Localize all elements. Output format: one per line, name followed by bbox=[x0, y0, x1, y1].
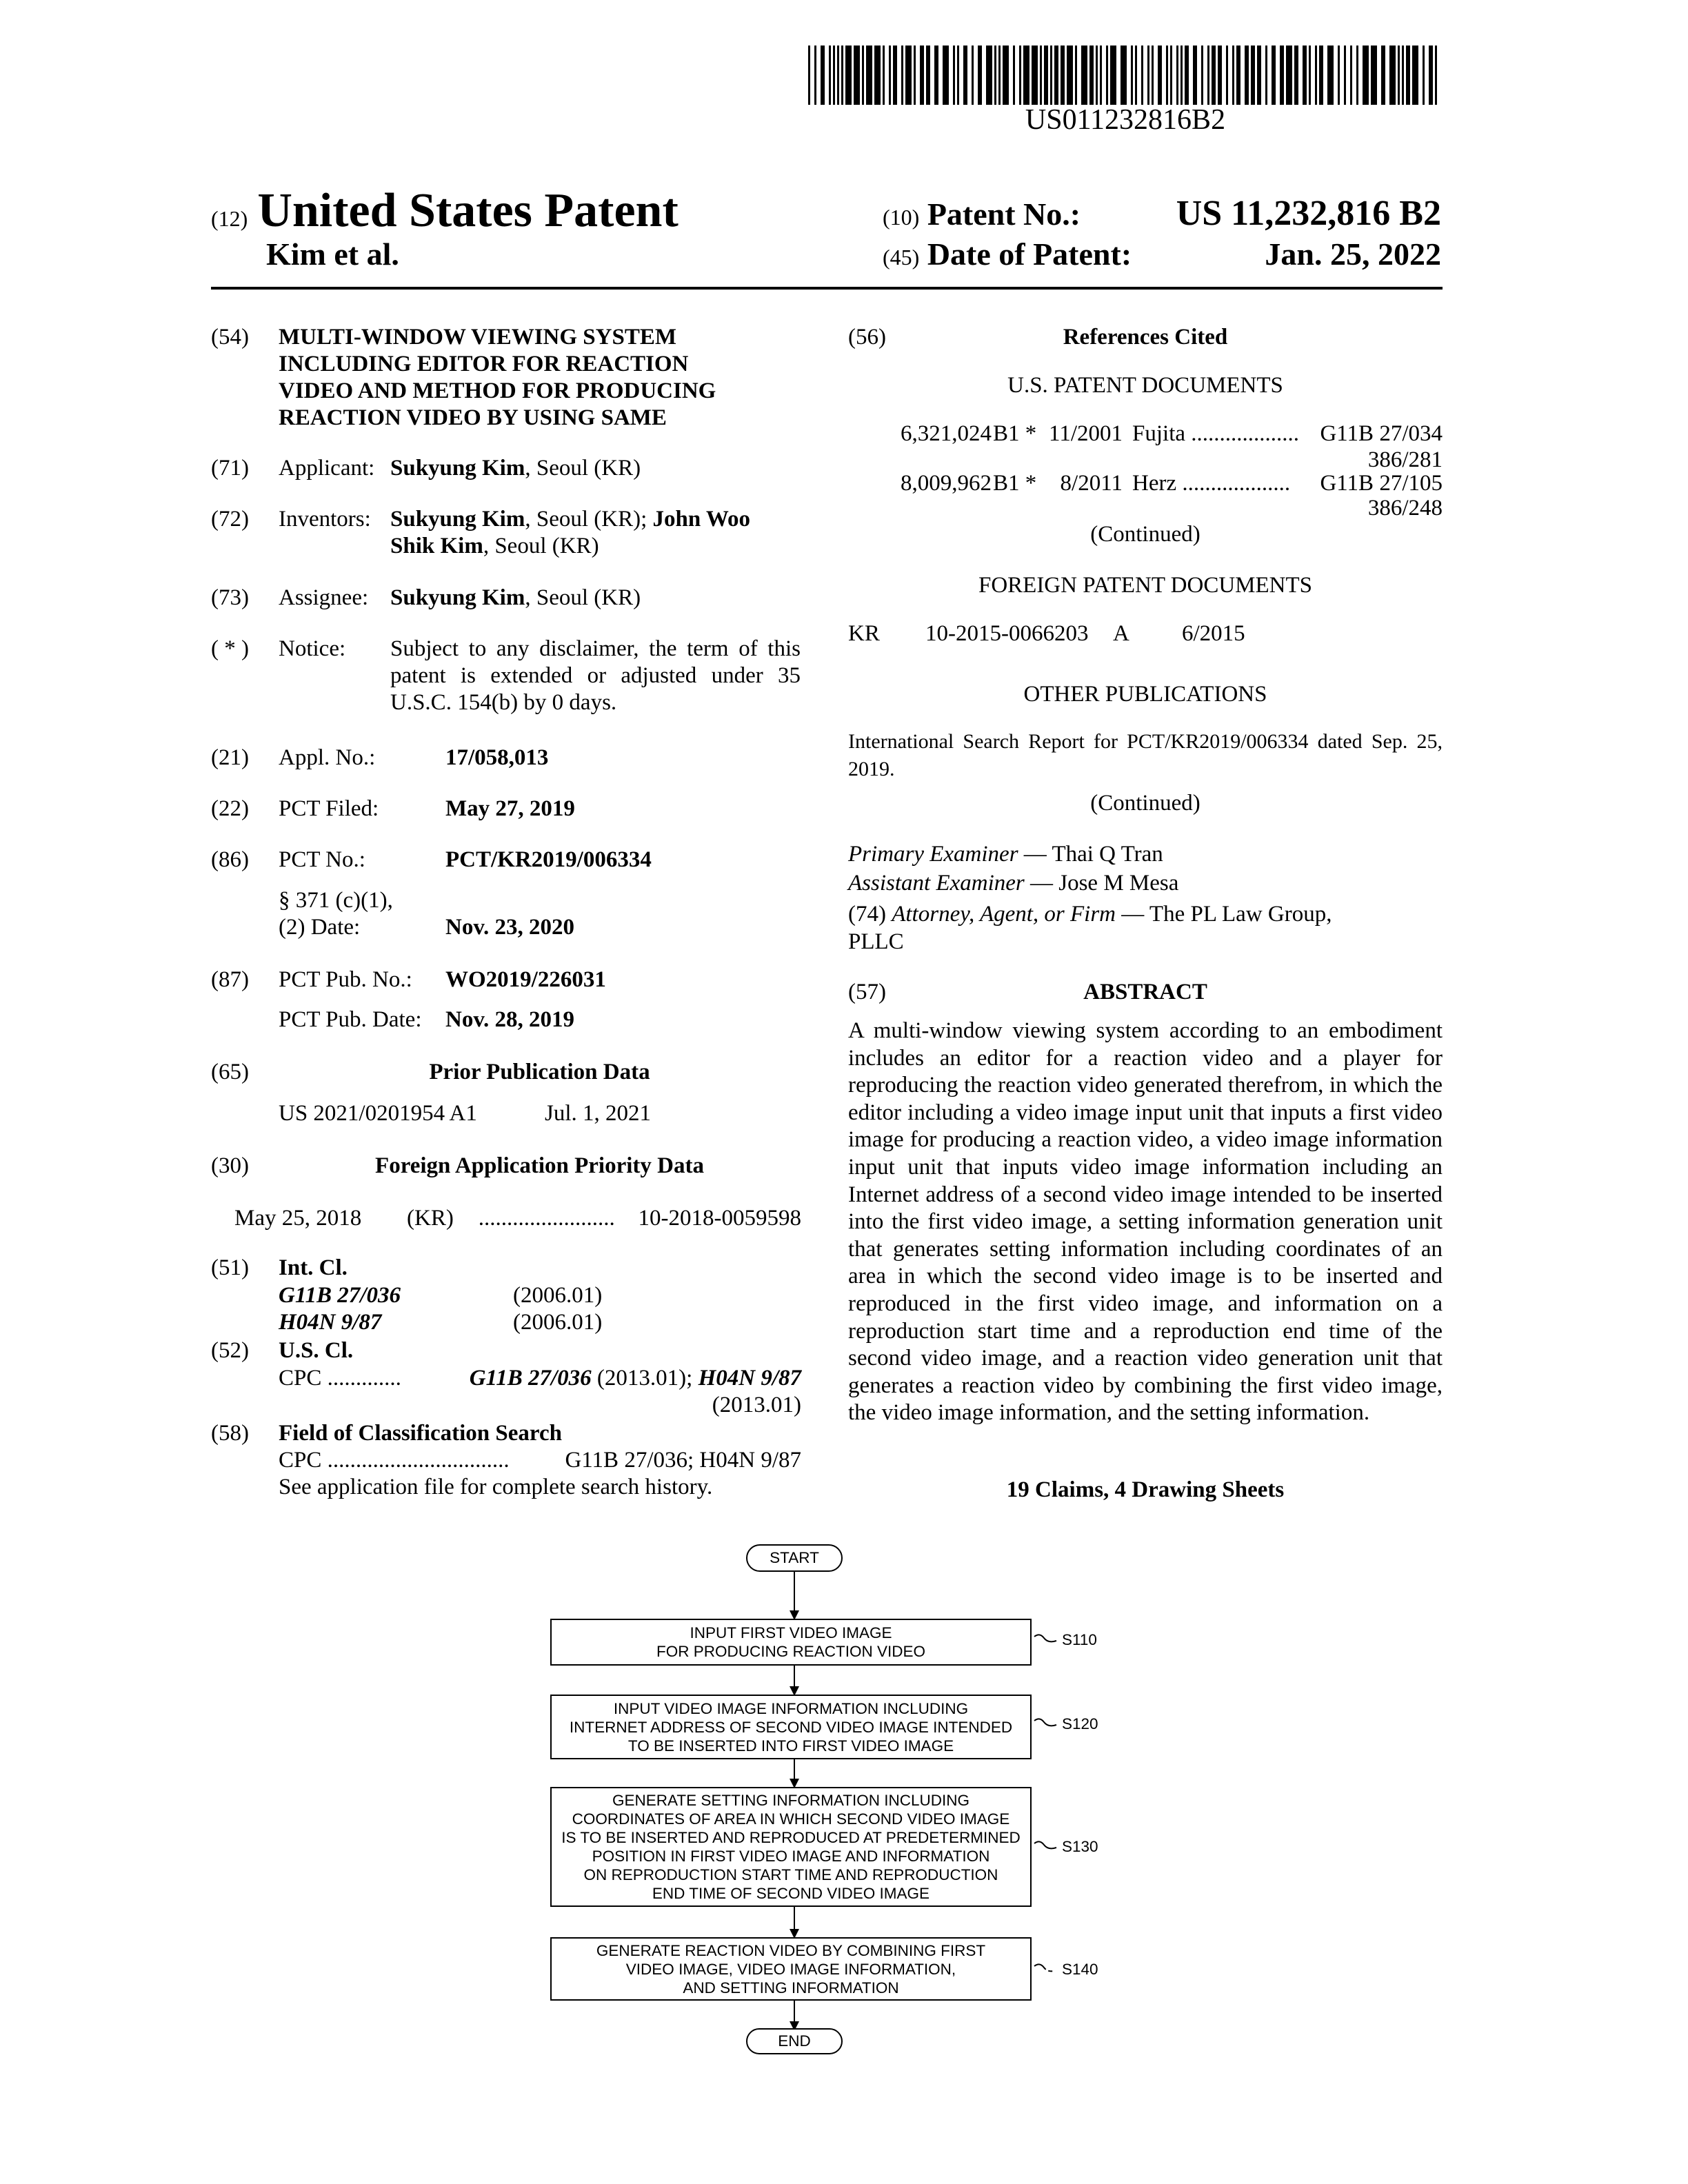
document-title bbox=[211, 183, 679, 239]
ref-inventor: Herz bbox=[1132, 471, 1177, 496]
date-code: (45) bbox=[883, 245, 920, 270]
foreign-date: 6/2015 bbox=[1182, 621, 1245, 646]
field-code: (73) bbox=[211, 585, 249, 610]
barcode-bar bbox=[1032, 46, 1038, 105]
barcode-bar bbox=[1389, 46, 1396, 105]
barcode bbox=[808, 46, 1443, 105]
flow-arrow bbox=[794, 1572, 795, 1619]
field-search-row bbox=[279, 1447, 801, 1474]
prior-pub-number: US 2021/0201954 A1 bbox=[279, 1101, 477, 1126]
attorney-name: — The PL Law Group, bbox=[1116, 902, 1332, 927]
int-cl-heading: Int. Cl. bbox=[279, 1255, 348, 1280]
barcode-bar bbox=[866, 46, 872, 105]
notice-line: patent is extended or adjusted under 35 bbox=[390, 663, 801, 688]
ref-name bbox=[1132, 470, 1320, 497]
barcode-bar bbox=[1251, 46, 1255, 105]
ref-dots: ................... bbox=[1191, 421, 1300, 446]
other-publication: International Search Report for PCT/KR2019/006334 dated Sep. 25, 2019. bbox=[848, 730, 1443, 780]
leader-line-icon bbox=[1033, 1632, 1061, 1646]
barcode-bar bbox=[1286, 46, 1292, 105]
barcode-bar bbox=[883, 46, 885, 105]
field-code: (71) bbox=[211, 456, 249, 481]
priority-country: (KR) bbox=[407, 1206, 454, 1231]
continued-note: (Continued) bbox=[1090, 522, 1200, 547]
barcode-bar bbox=[1067, 46, 1073, 105]
date-label: Date of Patent: bbox=[927, 236, 1132, 272]
claims-summary: 19 Claims, 4 Drawing Sheets bbox=[1006, 1477, 1285, 1502]
barcode-bar bbox=[1135, 46, 1137, 105]
ref-inventor: Fujita bbox=[1132, 421, 1186, 446]
inventor-name: Sukyung Kim bbox=[390, 507, 525, 532]
prior-pub-heading: Prior Publication Data bbox=[429, 1060, 650, 1084]
field-code: (22) bbox=[211, 796, 249, 821]
ref-date: 8/2011 bbox=[1060, 471, 1123, 496]
barcode-bar bbox=[1429, 46, 1433, 105]
assignee-name: Sukyung Kim bbox=[390, 585, 525, 610]
header-inventors: Kim et al. bbox=[266, 236, 399, 272]
us-patents-heading: U.S. PATENT DOCUMENTS bbox=[1007, 373, 1283, 398]
barcode-bar bbox=[1423, 46, 1425, 105]
applicant-label: Applicant: bbox=[279, 456, 375, 481]
barcode-bar bbox=[841, 46, 843, 105]
field-code: (65) bbox=[211, 1060, 249, 1084]
foreign-patents-heading: FOREIGN PATENT DOCUMENTS bbox=[978, 573, 1313, 598]
assignee-label: Assignee: bbox=[279, 585, 369, 610]
barcode-bar bbox=[1061, 46, 1065, 105]
int-cl-class: H04N 9/87 bbox=[279, 1310, 382, 1335]
barcode-bar bbox=[1141, 46, 1143, 105]
barcode-number: US011232816B2 bbox=[1025, 104, 1226, 136]
barcode-bar bbox=[986, 46, 992, 105]
step-label: S110 bbox=[1062, 1631, 1097, 1648]
int-cl-version: (2006.01) bbox=[513, 1310, 603, 1335]
ref-subclass: 386/281 bbox=[1367, 447, 1443, 472]
barcode-bar bbox=[905, 46, 912, 105]
primary-examiner-name: — Thai Q Tran bbox=[1018, 842, 1163, 867]
barcode-bar bbox=[1013, 46, 1015, 105]
barcode-bar bbox=[1170, 46, 1172, 105]
barcode-bar bbox=[1096, 46, 1098, 105]
header-divider bbox=[211, 287, 1443, 290]
barcode-bar bbox=[1232, 46, 1234, 105]
ref-subclass: 386/248 bbox=[1367, 496, 1443, 520]
attorney-label: Attorney, Agent, or Firm bbox=[892, 902, 1116, 927]
field-code: (54) bbox=[211, 325, 249, 350]
barcode-bar bbox=[1054, 46, 1058, 105]
barcode-bar bbox=[920, 46, 924, 105]
inventors-value bbox=[390, 506, 750, 533]
continued-note: (Continued) bbox=[1090, 791, 1200, 816]
ref-class: G11B 27/034 bbox=[1320, 421, 1443, 446]
flow-arrow bbox=[794, 1666, 795, 1695]
barcode-bar bbox=[1201, 46, 1203, 105]
foreign-country: KR bbox=[848, 621, 880, 646]
cpc-dots: ................................ bbox=[327, 1448, 510, 1473]
assistant-examiner-name: — Jose M Mesa bbox=[1024, 871, 1179, 896]
patent-date-row bbox=[883, 236, 1441, 272]
barcode-bar bbox=[1265, 46, 1267, 105]
barcode-bar bbox=[893, 46, 897, 105]
barcode-bar bbox=[1257, 46, 1261, 105]
barcode-bar bbox=[1131, 46, 1133, 105]
barcode-bar bbox=[998, 46, 1001, 105]
field-code: ( * ) bbox=[211, 636, 249, 661]
barcode-bar bbox=[1081, 46, 1087, 105]
us-cl-version: (2013.01) bbox=[712, 1393, 801, 1417]
flowchart-start: START bbox=[746, 1544, 843, 1572]
barcode-bar bbox=[874, 46, 881, 105]
inventor-name: Shik Kim bbox=[390, 534, 483, 558]
reference-row bbox=[901, 421, 1443, 447]
field-search-heading: Field of Classification Search bbox=[279, 1421, 562, 1446]
field-code: (57) bbox=[848, 980, 886, 1004]
barcode-bar bbox=[914, 46, 916, 105]
barcode-bar bbox=[994, 46, 996, 105]
field-code: (21) bbox=[211, 745, 249, 770]
field-code: (86) bbox=[211, 847, 249, 872]
inventors-value-cont bbox=[390, 533, 599, 560]
barcode-bar bbox=[1327, 46, 1334, 105]
int-cl-class: G11B 27/036 bbox=[279, 1283, 401, 1308]
us-cl-heading: U.S. Cl. bbox=[279, 1338, 354, 1363]
barcode-bar bbox=[889, 46, 891, 105]
barcode-bar bbox=[1280, 46, 1284, 105]
barcode-bar bbox=[808, 46, 810, 105]
leader-line-icon bbox=[1033, 1962, 1061, 1976]
applicant-name: Sukyung Kim bbox=[390, 456, 525, 481]
patent-number-row bbox=[883, 193, 1441, 234]
flowchart-step: GENERATE SETTING INFORMATION INCLUDING COORDINATES OF AREA IN WHICH SECOND VIDEO IMAGE IS TO BE INSERTED AND REPRODUCED AT PREDETERMINED POSITION IN FIRST VIDEO IMAGE AND INFORMATION ON REPRODUCTION START TIME AND REPRODUCTION END TIME OF SECOND VIDEO IMAGE bbox=[550, 1787, 1032, 1907]
assistant-examiner bbox=[848, 870, 1178, 897]
title-line: VIDEO AND METHOD FOR PRODUCING bbox=[279, 378, 716, 403]
barcode-bar bbox=[978, 46, 982, 105]
cpc-label: CPC bbox=[279, 1448, 322, 1473]
barcode-bar bbox=[814, 46, 816, 105]
barcode-bar bbox=[1363, 46, 1369, 105]
barcode-bar bbox=[1309, 46, 1311, 105]
barcode-bar bbox=[1023, 46, 1029, 105]
barcode-bar bbox=[1236, 46, 1240, 105]
foreign-number: 10-2015-0066203 bbox=[925, 621, 1089, 646]
barcode-bar bbox=[1207, 46, 1209, 105]
barcode-bar bbox=[1315, 46, 1317, 105]
title-line: MULTI-WINDOW VIEWING SYSTEM bbox=[279, 325, 677, 350]
field-code: (52) bbox=[211, 1338, 249, 1363]
flowchart-step: INPUT VIDEO IMAGE INFORMATION INCLUDING INTERNET ADDRESS OF SECOND VIDEO IMAGE INTENDED TO BE INSERTED INTO FIRST VIDEO IMAGE bbox=[550, 1695, 1032, 1759]
primary-examiner bbox=[848, 841, 1163, 868]
barcode-bar bbox=[1245, 46, 1249, 105]
leader-line-icon bbox=[1033, 1839, 1061, 1853]
leader-line-icon bbox=[1033, 1717, 1061, 1730]
barcode-bar bbox=[926, 46, 930, 105]
flow-arrow bbox=[794, 1907, 795, 1937]
references-heading: References Cited bbox=[1063, 325, 1228, 350]
barcode-bar bbox=[1075, 46, 1077, 105]
pct-pub-no-value: WO2019/226031 bbox=[445, 967, 606, 992]
attorney-name-cont: PLLC bbox=[848, 929, 904, 954]
cpc-dots: ............. bbox=[327, 1366, 401, 1391]
inventor-location: , Seoul (KR); bbox=[525, 507, 653, 532]
notice-label: Notice: bbox=[279, 636, 346, 661]
inventor-name: John Woo bbox=[652, 507, 751, 532]
barcode-bar bbox=[1319, 46, 1323, 105]
barcode-bar bbox=[1040, 46, 1042, 105]
barcode-bar bbox=[1412, 46, 1418, 105]
barcode-bar bbox=[1303, 46, 1307, 105]
barcode-bar bbox=[833, 46, 835, 105]
barcode-bar bbox=[1406, 46, 1410, 105]
barcode-bar bbox=[845, 46, 852, 105]
barcode-bar bbox=[1272, 46, 1276, 105]
patent-no-code: (10) bbox=[883, 205, 920, 230]
barcode-bar bbox=[1226, 46, 1228, 105]
barcode-bar bbox=[1019, 46, 1021, 105]
barcode-bar bbox=[1003, 46, 1009, 105]
barcode-bar bbox=[1050, 46, 1052, 105]
patent-date: Jan. 25, 2022 bbox=[1265, 236, 1441, 272]
barcode-bar bbox=[972, 46, 974, 105]
field-code: (30) bbox=[211, 1153, 249, 1178]
patent-no-label: Patent No.: bbox=[927, 196, 1081, 232]
title-line: REACTION VIDEO BY USING SAME bbox=[279, 405, 667, 430]
step-label: S140 bbox=[1062, 1961, 1098, 1978]
barcode-bar bbox=[1100, 46, 1102, 105]
flowchart-step: INPUT FIRST VIDEO IMAGE FOR PRODUCING REACTION VIDEO bbox=[550, 1619, 1032, 1666]
type-code: (12) bbox=[211, 206, 248, 231]
ref-name bbox=[1132, 421, 1320, 447]
barcode-bar bbox=[829, 46, 831, 105]
us-cl-version: (2013.01); bbox=[591, 1366, 699, 1391]
pct-pub-date-value: Nov. 28, 2019 bbox=[445, 1007, 575, 1032]
us-cl-row bbox=[279, 1365, 801, 1392]
patent-number: US 11,232,816 B2 bbox=[1176, 194, 1441, 233]
barcode-bar bbox=[1044, 46, 1048, 105]
s371-date-label: (2) Date: bbox=[279, 915, 361, 940]
barcode-bar bbox=[1344, 46, 1346, 105]
field-code: (56) bbox=[848, 325, 886, 350]
flow-arrow bbox=[794, 2001, 795, 2030]
pct-pub-no-label: PCT Pub. No.: bbox=[279, 967, 412, 992]
barcode-bar bbox=[1350, 46, 1352, 105]
step-label: S130 bbox=[1062, 1838, 1098, 1855]
title-line: INCLUDING EDITOR FOR REACTION bbox=[279, 352, 689, 376]
applicant-value bbox=[390, 455, 641, 482]
ref-date: 11/2001 bbox=[1049, 421, 1123, 446]
pct-no-value: PCT/KR2019/006334 bbox=[445, 847, 652, 872]
flow-arrow bbox=[794, 1759, 795, 1787]
ref-number: 8,009,962 bbox=[901, 471, 992, 496]
abstract-heading: ABSTRACT bbox=[1083, 980, 1207, 1004]
attorney-code: (74) bbox=[848, 902, 892, 927]
pct-filed-label: PCT Filed: bbox=[279, 796, 379, 821]
notice-line: Subject to any disclaimer, the term of this bbox=[390, 636, 801, 661]
us-cl-class: G11B 27/036 bbox=[469, 1366, 592, 1391]
applicant-location: , Seoul (KR) bbox=[525, 456, 641, 481]
flowchart-step: GENERATE REACTION VIDEO BY COMBINING FIRST VIDEO IMAGE, VIDEO IMAGE INFORMATION, AND SETTING INFORMATION bbox=[550, 1937, 1032, 2001]
int-cl-version: (2006.01) bbox=[513, 1283, 603, 1308]
barcode-bar bbox=[957, 46, 959, 105]
s371-date-value: Nov. 23, 2020 bbox=[445, 915, 575, 940]
barcode-bar bbox=[1356, 46, 1358, 105]
cpc-label: CPC bbox=[279, 1366, 322, 1391]
title-text: United States Patent bbox=[257, 184, 679, 237]
assignee-location: , Seoul (KR) bbox=[525, 585, 641, 610]
barcode-bar bbox=[943, 46, 949, 105]
notice-line: U.S.C. 154(b) by 0 days. bbox=[390, 690, 617, 715]
field-code: (58) bbox=[211, 1421, 249, 1446]
appl-no-label: Appl. No.: bbox=[279, 745, 376, 770]
field-search-note: See application file for complete search history. bbox=[279, 1475, 713, 1499]
barcode-bar bbox=[1166, 46, 1168, 105]
pct-filed-value: May 27, 2019 bbox=[445, 796, 575, 821]
ref-dots: ................... bbox=[1182, 471, 1291, 496]
us-cl-class: H04N 9/87 bbox=[698, 1366, 801, 1391]
inventors-label: Inventors: bbox=[279, 507, 371, 532]
barcode-bar bbox=[862, 46, 864, 105]
barcode-bar bbox=[1402, 46, 1404, 105]
barcode-bar bbox=[1218, 46, 1222, 105]
barcode-bar bbox=[1106, 46, 1108, 105]
barcode-bar bbox=[1294, 46, 1298, 105]
barcode-bar bbox=[1110, 46, 1116, 105]
ref-class: G11B 27/105 bbox=[1320, 471, 1443, 496]
step-label: S120 bbox=[1062, 1715, 1098, 1732]
barcode-bar bbox=[1089, 46, 1094, 105]
barcode-bar bbox=[1338, 46, 1340, 105]
barcode-bar bbox=[854, 46, 860, 105]
flowchart-end: END bbox=[746, 2028, 843, 2054]
barcode-bar bbox=[1193, 46, 1197, 105]
barcode-bar bbox=[1381, 46, 1385, 105]
field-search-value: G11B 27/036; H04N 9/87 bbox=[565, 1448, 801, 1473]
s371-label: § 371 (c)(1), bbox=[279, 888, 393, 913]
barcode-bar bbox=[953, 46, 955, 105]
abstract-text: A multi-window viewing system according to an embodiment includes an editor for a reaction video and a player for reproducing the reaction video generated therefrom, in which the editor including a video image input unit that inputs a first video image for producing a reaction video, a video image information input unit that inputs video image information including an Internet address of a second video image intended to be inserted into the first video image, a setting information generation unit that generates setting information including coordinates of an area in which the second video image is to be inserted and reproduced in the first video image, and information on a reproduction start time and a reproduction end time of the second video image, and a reaction video generation unit that generates a reaction video by combining the first video image, the video image information, and the setting information. bbox=[848, 1018, 1443, 1426]
barcode-bar bbox=[1398, 46, 1400, 105]
barcode-bar bbox=[1371, 46, 1377, 105]
other-publications-heading: OTHER PUBLICATIONS bbox=[1023, 682, 1267, 707]
foreign-reference-row bbox=[848, 620, 1443, 647]
barcode-bar bbox=[963, 46, 967, 105]
priority-date: May 25, 2018 bbox=[234, 1206, 362, 1231]
barcode-bar bbox=[901, 46, 903, 105]
barcode-bar bbox=[1158, 46, 1162, 105]
field-code: (72) bbox=[211, 507, 249, 532]
representative-flowchart bbox=[545, 1537, 1124, 2048]
ref-kind: B1 * bbox=[993, 471, 1037, 496]
priority-dots: ........................ bbox=[478, 1206, 615, 1231]
barcode-bar bbox=[1121, 46, 1127, 105]
invention-title bbox=[279, 324, 716, 432]
field-code: (51) bbox=[211, 1255, 249, 1280]
attorney bbox=[848, 900, 1332, 956]
barcode-bar bbox=[1435, 46, 1437, 105]
appl-no-value: 17/058,013 bbox=[445, 745, 549, 770]
barcode-bar bbox=[821, 46, 825, 105]
prior-pub-date: Jul. 1, 2021 bbox=[545, 1101, 652, 1126]
barcode-bar bbox=[1185, 46, 1189, 105]
assistant-examiner-label: Assistant Examiner bbox=[848, 871, 1025, 896]
inventor-location: , Seoul (KR) bbox=[483, 534, 599, 558]
barcode-bar bbox=[1152, 46, 1154, 105]
barcode-bar bbox=[837, 46, 839, 105]
priority-number: 10-2018-0059598 bbox=[638, 1206, 801, 1231]
primary-examiner-label: Primary Examiner bbox=[848, 842, 1018, 867]
ref-number: 6,321,024 bbox=[901, 421, 992, 446]
barcode-bar bbox=[1147, 46, 1149, 105]
assignee-value bbox=[390, 585, 641, 611]
field-code: (87) bbox=[211, 967, 249, 992]
notice-text bbox=[390, 636, 801, 689]
barcode-bar bbox=[1176, 46, 1178, 105]
pct-pub-date-label: PCT Pub. Date: bbox=[279, 1007, 422, 1032]
foreign-priority-heading: Foreign Application Priority Data bbox=[375, 1153, 704, 1178]
foreign-kind: A bbox=[1113, 621, 1129, 646]
pct-no-label: PCT No.: bbox=[279, 847, 365, 872]
barcode-bar bbox=[934, 46, 938, 105]
ref-kind: B1 * bbox=[993, 421, 1037, 446]
foreign-priority-row bbox=[234, 1205, 801, 1232]
reference-row bbox=[901, 470, 1443, 497]
barcode-bar bbox=[1212, 46, 1216, 105]
barcode-bar bbox=[1180, 46, 1183, 105]
